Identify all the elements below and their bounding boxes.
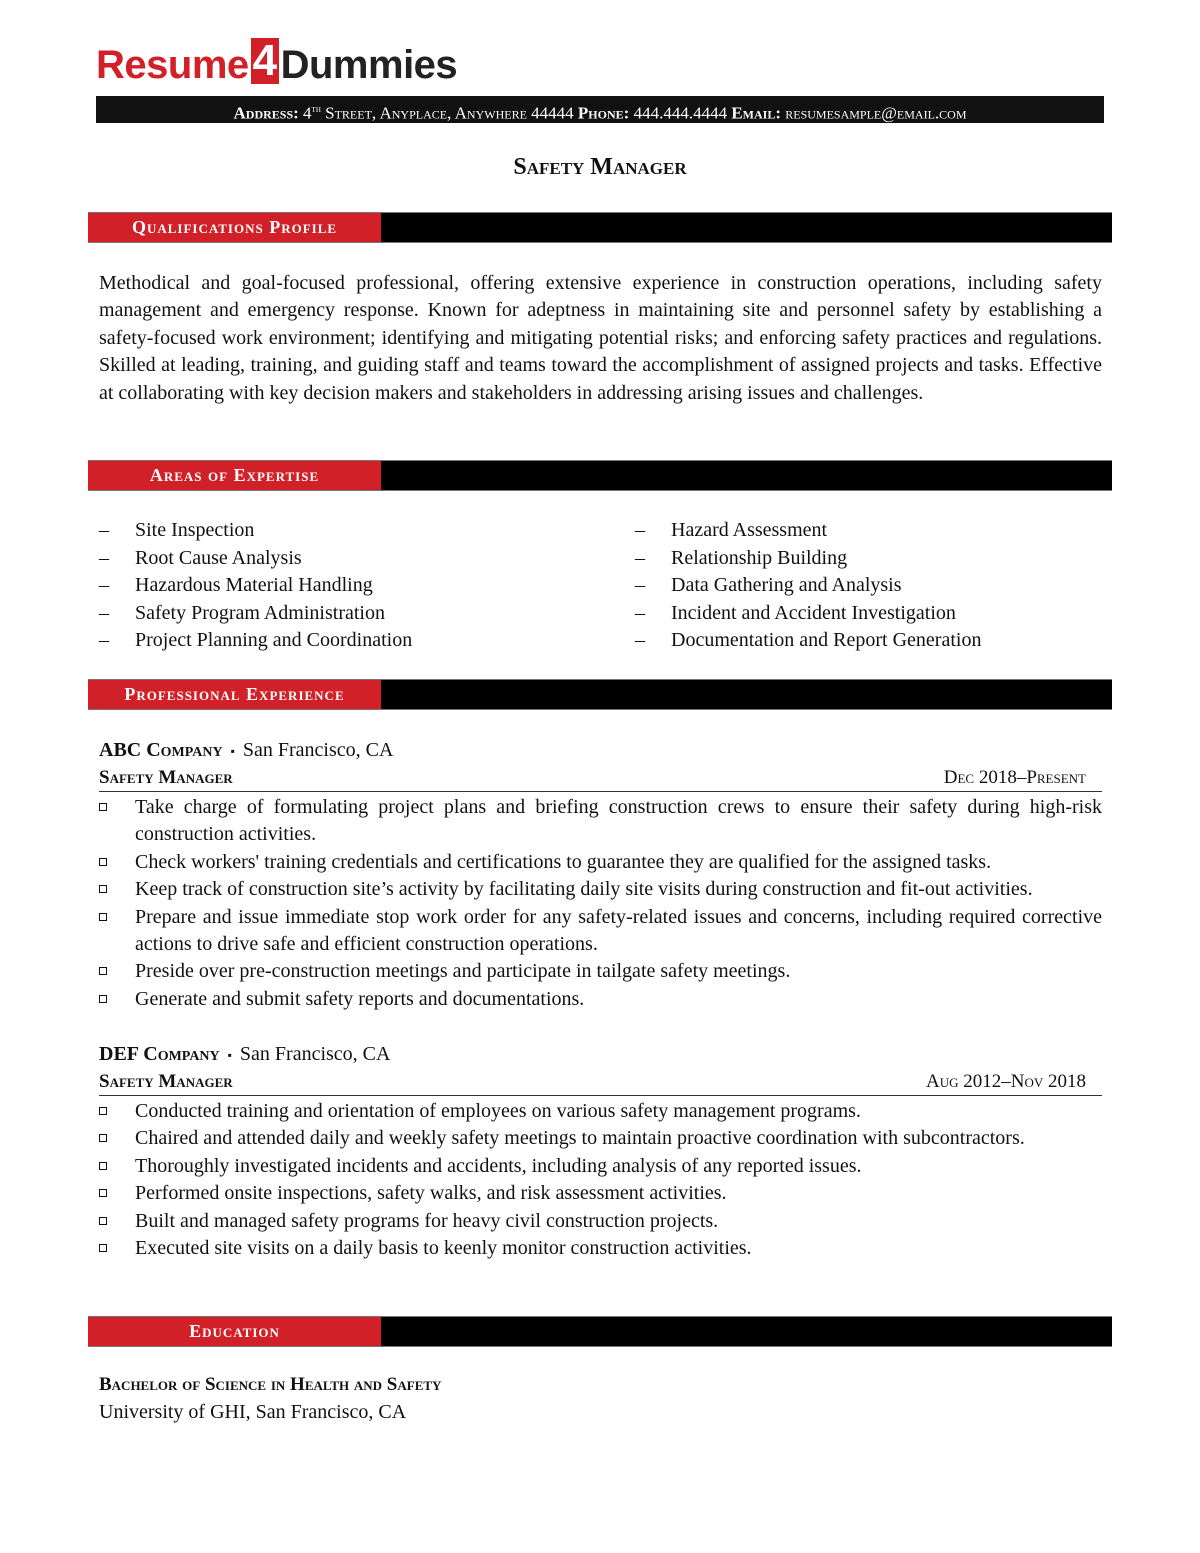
phone-label: Phone:	[577, 103, 630, 123]
job-role: Safety Manager	[99, 1071, 233, 1093]
address-label: Address:	[233, 103, 299, 123]
square-bullet-icon	[99, 1134, 107, 1142]
list-item: – Data Gathering and Analysis	[635, 574, 902, 596]
job-header-abc	[99, 737, 1102, 792]
company-location: San Francisco, CA	[239, 1043, 391, 1065]
company-name: ABC Company	[99, 739, 223, 761]
address-ordinal: th	[311, 104, 321, 115]
list-item: Prepare and issue immediate stop work order for any safety-related issues and concerns, including required corrective actions to drive safe and efficient construction operations.	[99, 904, 1102, 959]
address-number: 4	[303, 103, 312, 123]
logo-part-resume: Resume	[96, 43, 249, 87]
expertise-left-column	[99, 517, 412, 655]
section-header-experience	[88, 679, 1112, 710]
list-item: Conducted training and orientation of employees on various safety management programs.	[99, 1098, 1102, 1125]
square-bullet-icon	[99, 885, 107, 893]
email-label: Email:	[731, 103, 781, 123]
contact-bar	[96, 96, 1104, 123]
separator-icon: ▪	[227, 1048, 232, 1063]
list-item: – Site Inspection	[99, 519, 255, 541]
square-bullet-icon	[99, 1244, 107, 1252]
list-item: – Incident and Accident Investigation	[635, 601, 956, 624]
list-item: Performed onsite inspections, safety walks, and risk assessment activities.	[99, 1180, 1102, 1207]
square-bullet-icon	[99, 995, 107, 1003]
list-item: Take charge of formulating project plans and briefing construction crews to ensure their safety during high-risk construction activities.	[99, 794, 1102, 849]
resume-title: Safety Manager	[513, 154, 687, 180]
section-header-expertise	[88, 460, 1112, 491]
logo-part-4: 4	[252, 36, 277, 85]
square-bullet-icon	[99, 913, 107, 921]
list-item: – Root Cause Analysis	[99, 546, 302, 569]
job-role: Safety Manager	[99, 767, 233, 789]
list-item: – Hazard Assessment	[635, 519, 828, 541]
separator-icon: ▪	[230, 744, 235, 759]
square-bullet-icon	[99, 1189, 107, 1197]
degree-title: Bachelor of Science in Health and Safety	[99, 1374, 442, 1395]
company-line	[99, 1041, 1102, 1068]
list-item: Chaired and attended daily and weekly safety meetings to maintain proactive coordination with subcontractors.	[99, 1125, 1102, 1152]
square-bullet-icon	[99, 967, 107, 975]
list-item: Built and managed safety programs for heavy civil construction projects.	[99, 1208, 1102, 1235]
list-item: – Relationship Building	[635, 546, 848, 569]
section-label: Qualifications Profile	[88, 213, 381, 242]
list-item: Keep track of construction site’s activity by facilitating daily site visits during construction and fit-out activities.	[99, 876, 1102, 903]
list-item: – Documentation and Report Generation	[635, 629, 982, 651]
job-dates: Dec 2018–Present	[943, 767, 1086, 789]
job-bullets-def	[99, 1098, 1102, 1262]
section-header-education	[88, 1316, 1112, 1347]
list-item: – Safety Program Administration	[99, 601, 385, 624]
list-item: Check workers' training credentials and certifications to guarantee they are qualified for the assigned tasks.	[99, 849, 1102, 876]
company-line	[99, 737, 1102, 764]
school-name: University of GHI, San Francisco, CA	[99, 1401, 407, 1423]
list-item: Preside over pre-construction meetings and participate in tailgate safety meetings.	[99, 958, 1102, 985]
expertise-right-column	[635, 517, 981, 655]
job-header-def	[99, 1041, 1102, 1096]
square-bullet-icon	[99, 1217, 107, 1225]
section-label: Areas of Expertise	[88, 461, 381, 490]
company-location: San Francisco, CA	[242, 739, 394, 761]
role-row	[99, 764, 1102, 792]
square-bullet-icon	[99, 858, 107, 866]
list-item: Generate and submit safety reports and documentations.	[99, 986, 1102, 1013]
logo-part-dummies: Dummies	[280, 43, 458, 87]
address-text: Street, Anyplace, Anywhere 44444	[325, 103, 574, 123]
profile-summary: Methodical and goal-focused professional, offering extensive experience in construction operations, including safety management and emergency response. Known for adeptness in maintaining site and personnel safety by establishing a safety-focused work environment; identifying and mitigating potential risks; and enforcing safety practices and regulations. Skilled at leading, training, and guiding staff and teams toward the accomplishment of assigned projects and tasks. Effective at collaborating with key decision makers and stakeholders in addressing arising issues and challenges.	[99, 272, 1102, 404]
section-label: Education	[88, 1317, 381, 1346]
job-bullets-abc	[99, 794, 1102, 1013]
list-item: – Hazardous Material Handling	[99, 574, 373, 596]
list-item: – Project Planning and Coordination	[99, 629, 413, 651]
square-bullet-icon	[99, 1107, 107, 1115]
email-address[interactable]: resumesample@email.com	[785, 103, 967, 123]
phone-number: 444.444.4444	[633, 103, 728, 123]
brand-logo	[96, 38, 457, 88]
job-dates: Aug 2012–Nov 2018	[926, 1071, 1086, 1093]
square-bullet-icon	[99, 803, 107, 811]
square-bullet-icon	[99, 1162, 107, 1170]
section-label: Professional Experience	[88, 680, 381, 709]
company-name: DEF Company	[99, 1043, 220, 1065]
list-item: Executed site visits on a daily basis to keenly monitor construction activities.	[99, 1235, 1102, 1262]
section-header-qualifications	[88, 212, 1112, 243]
list-item: Thoroughly investigated incidents and accidents, including analysis of any reported issues.	[99, 1153, 1102, 1180]
role-row	[99, 1068, 1102, 1096]
